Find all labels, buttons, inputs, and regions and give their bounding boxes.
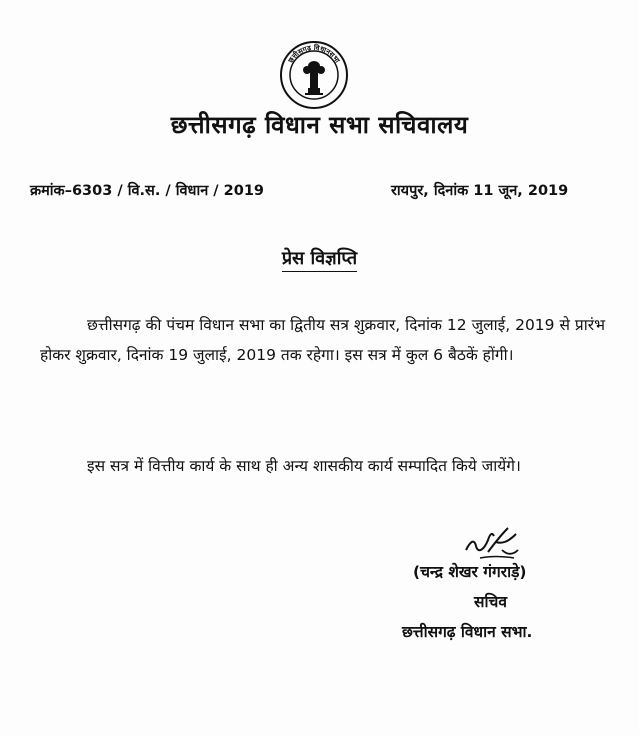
paragraph-1: छत्तीसगढ़ की पंचम विधान सभा का द्वितीय सत्र शुक्रवार, दिनांक 12 जुलाई, 2019 से प्रारंभ होकर शुक्रवार, दिनांक 19 जुलाई, 2019 तक रहेगा। इस सत्र में कुल 6 बैठकें होंगी।	[40, 316, 605, 364]
press-release-title	[0, 246, 639, 270]
handwritten-signature	[462, 520, 522, 564]
signatory-name: (चन्द्र शेखर गंगराड़े)	[413, 563, 527, 581]
paragraph-2: इस सत्र में वित्तीय कार्य के साथ ही अन्य शासकीय कार्य सम्पादित किये जायेंगे।	[87, 457, 521, 475]
reference-number: क्रमांक–6303 / वि.स. / विधान / 2019	[30, 183, 265, 199]
assembly-emblem-logo	[279, 40, 349, 110]
press-release-title-text: प्रेस विज्ञप्ति	[282, 248, 357, 272]
signatory-organization: छत्तीसगढ़ विधान सभा.	[402, 623, 533, 641]
signatory-designation: सचिव	[474, 593, 507, 611]
page-title: छत्तीसगढ़ विधान सभा सचिवालय	[170, 111, 469, 139]
svg-text:छत्तीसगढ़ विधानसभा: छत्तीसगढ़ विधानसभा	[286, 43, 342, 65]
place-date: रायपुर, दिनांक 11 जून, 2019	[391, 183, 569, 199]
